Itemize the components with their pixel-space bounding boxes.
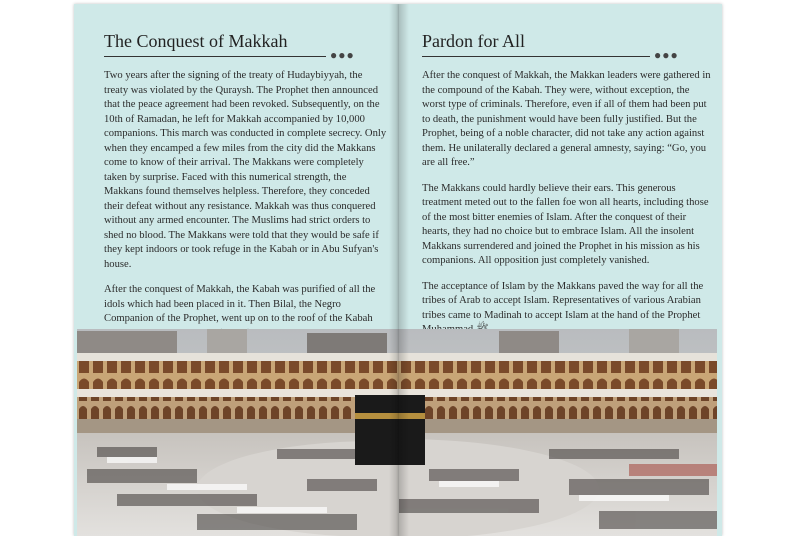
right-page (399, 4, 722, 536)
left-ornament-dots: ●●● (330, 48, 355, 62)
left-title-rule (104, 56, 326, 57)
left-paragraph-1: Two years after the signing of the treaty of Hudaybiyyah, the treaty was violated by the Quraysh. The Prophet then announced that the peace agreement had been revoked. Subsequently, on the 10th of Ramadan, he left for Makkah accompanied by 10,000 companions. This march was conducted in complete secrecy. Only when they encamped a few miles from the city did the Makkans come to know of their arrival. The Makkans were completely taken by surprise. Faced with this numerical strength, the Makkans found themselves helpless. Therefore, they conceded their defeat without any resistance. Makkah was thus conquered without any armed encounter. The Muslims had strict orders to shed no blood. The Makkans were told that they would be safe if they kept indoors or took refuge in the Kabah or in Abu Sufyan's house. (104, 70, 387, 270)
kabah-photo-left (77, 329, 399, 536)
right-title-rule (422, 56, 650, 57)
left-body-text (104, 69, 387, 367)
kabah-photo-right (399, 329, 717, 536)
left-paragraph-2: After the conquest of Makkah, the Kabah was purified of all the idols which had been placed in it. Then Bilal, the Negro Companion of the Prophet, went up on to the roof of the Kabah (104, 284, 376, 324)
right-page-title: Pardon for All (422, 31, 525, 51)
right-body-text (422, 69, 712, 349)
right-ornament-dots: ●●● (654, 48, 679, 62)
left-page-title: The Conquest of Makkah (104, 31, 288, 51)
kabah-photo-left-image (77, 329, 399, 536)
right-paragraph-2: The Makkans could hardly believe their ears. This generous treatment meted out to the fallen foe won all hearts, including those of the most bitter enemies of Islam. After the conquest of their hearts, they had no choice but to embrace Islam. All the insolent Makkans surrendered and joined the Prophet in his mission as his companions. All opposition just completely vanished. (422, 182, 709, 266)
right-paragraph-1: After the conquest of Makkah, the Makkan leaders were gathered in the compound of the Kabah. They were, without exception, the worst type of criminals. Therefore, even if all of them had been put to death, the punishment would have been fully justified. But the Prophet, being of a noble character, did not take any action against them. He unilaterally declared a general amnesty, saying: “Go, you are all free.” (422, 70, 711, 168)
right-paragraph-3: The acceptance of Islam by the Makkans paved the way for all the tribes of Arab to accept Islam. Representatives of various Arabian tribes came to Madinah to accept Islam at the hand of the Prophet (422, 280, 704, 321)
kabah-photo-right-image (399, 329, 717, 536)
open-book (74, 4, 722, 536)
left-page (74, 4, 399, 536)
